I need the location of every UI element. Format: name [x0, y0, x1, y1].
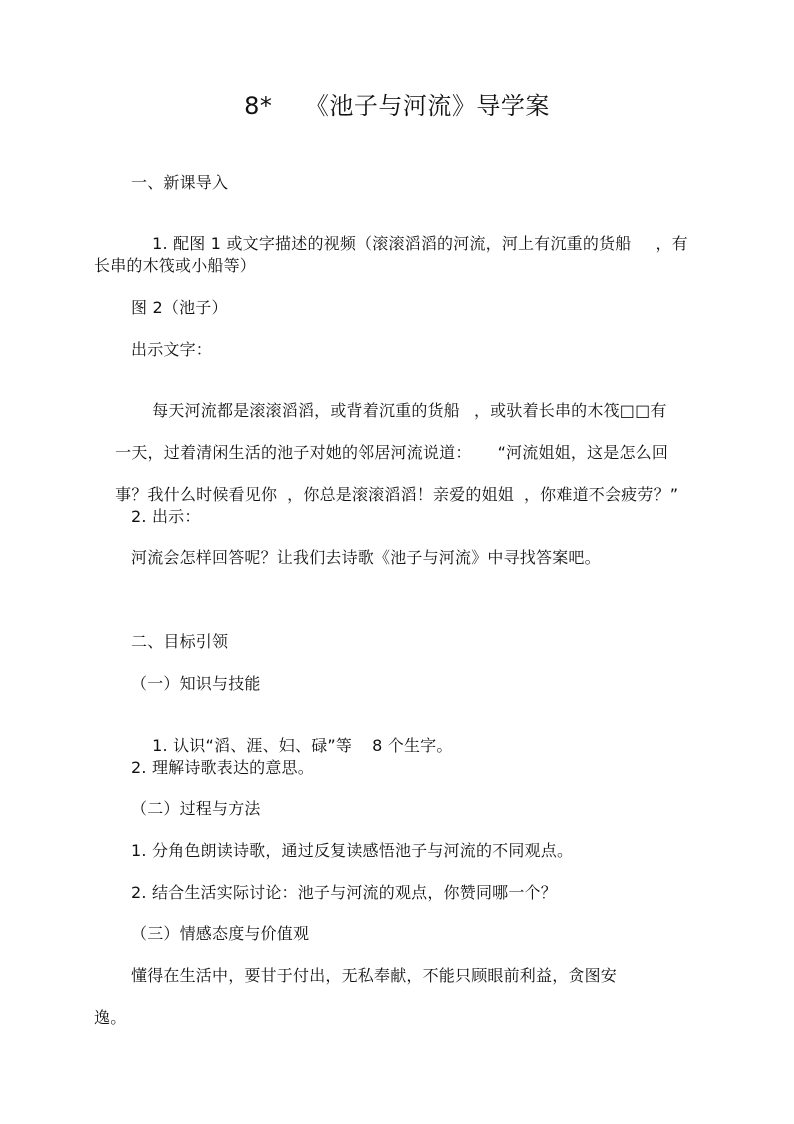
show-text-label: 出示文字： [131, 340, 213, 359]
goals-sub3-text-line2: 逸。 [94, 1008, 127, 1027]
figure-2-caption: 图 2（池子） [131, 298, 228, 317]
intro-item1-text: 1. 配图 1 或文字描述的视频（滚滚滔滔的河流，河上有沉重的货船 [152, 234, 632, 253]
quote-line1-b: ，或驮着长串的木筏□□有 [473, 401, 667, 420]
section-heading-intro: 一、新课导入 [131, 173, 229, 192]
intro-item1-line2: 长串的木筏或小船等） [94, 256, 257, 275]
goals-sub1-heading: （一）知识与技能 [131, 674, 261, 693]
goals-sub1-item1-a: 1. 认识“滔、涯、妇、碌”等 [152, 736, 353, 755]
quote-line3-b: ，你总是滚滚滔滔！亲爱的姐姐 [287, 485, 514, 504]
goals-sub3-heading: （三）情感态度与价值观 [131, 924, 310, 943]
goals-sub1-item1-b: 8 个生字。 [372, 736, 453, 755]
intro-item2-text: 河流会怎样回答呢？让我们去诗歌《池子与河流》中寻找答案吧。 [131, 548, 601, 567]
document-title: 8* 《池子与河流》导学案 [244, 92, 550, 120]
quote-line2-b: “河流姐姐，这是怎么回 [497, 443, 669, 462]
quote-line3-a: 事？我什么时候看见你 [115, 485, 278, 504]
intro-item1-tail: ，有 [655, 234, 688, 253]
goals-sub3-text-line1: 懂得在生活中，要甘于付出，无私奉献，不能只顾眼前利益，贪图安 [131, 966, 618, 985]
intro-item2: 2. 出示： [131, 507, 201, 526]
section-heading-goals: 二、目标引领 [131, 632, 229, 651]
quote-line1-a: 每天河流都是滚滚滔滔，或背着沉重的货船 [152, 401, 460, 420]
goals-sub2-item1: 1. 分角色朗读诗歌，通过反复读感悟池子与河流的不同观点。 [131, 841, 574, 860]
quote-line3-c: ，你难道不会疲劳？” [523, 485, 679, 504]
goals-sub2-item2: 2. 结合生活实际讨论：池子与河流的观点，你赞同哪一个？ [131, 883, 557, 902]
goals-sub2-heading: （二）过程与方法 [131, 799, 261, 818]
goals-sub1-item2: 2. 理解诗歌表达的意思。 [131, 758, 314, 777]
quote-line2-a: 一天，过着清闲生活的池子对她的邻居河流说道： [115, 443, 472, 462]
